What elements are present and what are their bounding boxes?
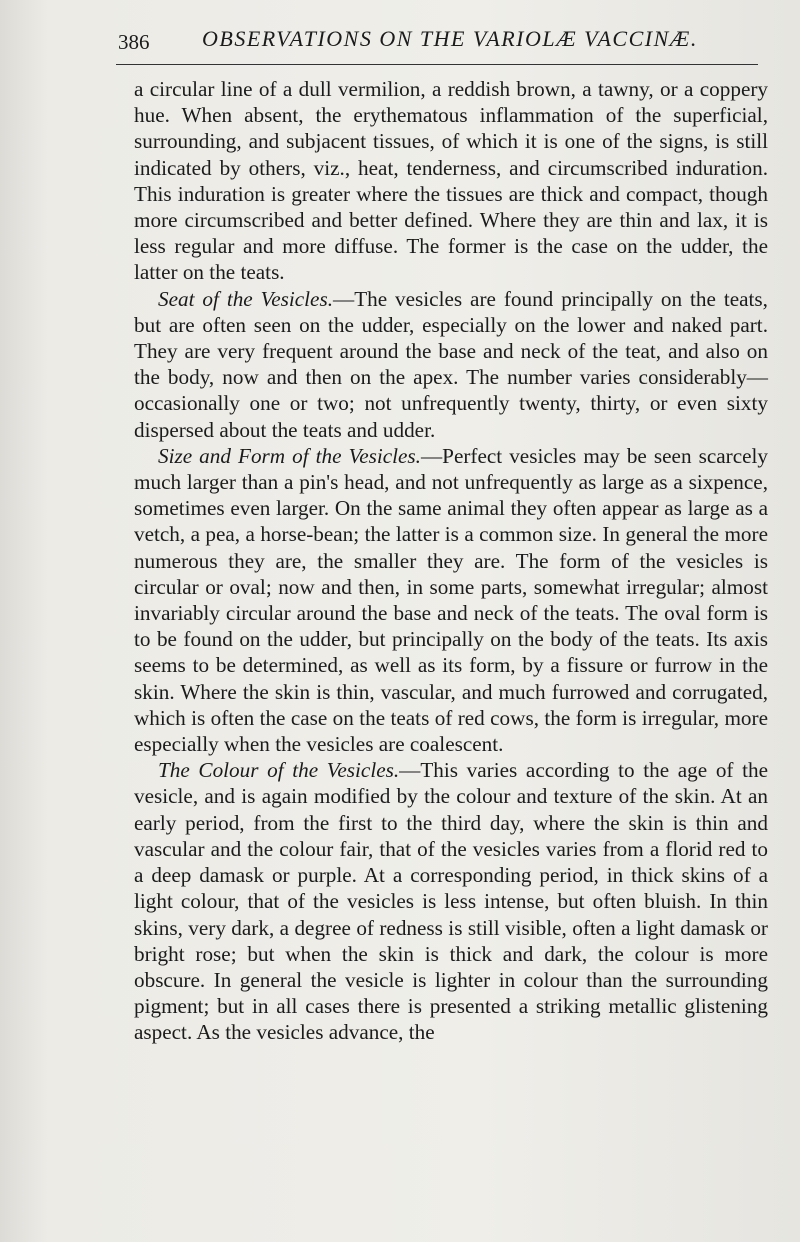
header-rule [116,64,758,65]
paragraph-text: a circular line of a dull vermilion, a reddish brown, a tawny, or a coppery hue. When absent, the erythematous inflammation of the superficial, surrounding, and subjacent tissues, of which it is one of the signs, is still indicated by others, viz., heat, tenderness, and circumscribed induration. This induration is greater where the tissues are thick and compact, though more circumscribed and better defined. Where they are thin and lax, it is less regular and more diffuse. The former is the case on the udder, the latter on the teats. [134,77,768,285]
running-title: OBSERVATIONS ON THE VARIOLÆ VACCINÆ. [202,26,698,51]
body-text [134,76,768,1046]
paragraph-colour [134,757,768,1045]
paragraph-text: —Perfect vesicles may be seen scarcely much larger than a pin's head, and not unfrequently as large as a sixpence, sometimes even larger. On the same animal they often appear as large as a vetch, a pea, a horse-bean; the latter is a common size. In general the more numerous they are, the smaller they are. The form of the vesicles is circular or oval; now and then, in some parts, somewhat irregular; almost invariably circular around the base and neck of the teats. The oval form is to be found on the udder, but principally on the body of the teats. Its axis seems to be determined, as well as its form, by a fissure or furrow in the skin. Where the skin is thin, vascular, and much furrowed and corrugated, which is often the case on the teats of red cows, the form is irregular, more especially when the vesicles are coalescent. [134,443,768,757]
section-heading: Size and Form of the Vesicles. [158,443,421,468]
section-heading: Seat of the Vesicles. [158,286,333,311]
page-number: 386 [118,30,150,54]
paragraph-seat-of-vesicles [134,286,768,443]
paragraph-continuation [134,76,768,286]
section-heading: The Colour of the Vesicles. [158,758,400,783]
paragraph-size-and-form [134,443,768,757]
paragraph-text: —The vesicles are found principally on the teats, but are often seen on the udder, especially on the lower and naked part. They are very frequent around the base and neck of the teat, and also on the body, now and then on the apex. The number varies considerably—occasionally one or two; not unfrequently twenty, thirty, or even sixty dispersed about the teats and udder. [134,286,768,442]
page-header [118,24,758,58]
paragraph-text: —This varies according to the age of the vesicle, and is again modified by the colour and texture of the skin. At an early period, from the first to the third day, where the skin is thin and vascular and the colour fair, that of the vesicles varies from a florid red to a deep damask or purple. At a corresponding period, in thick skins of a light colour, that of the vesicles is less intense, but often bluish. In thin skins, very dark, a degree of redness is still visible, often a light damask or bright rose; but when the skin is thick and dark, the colour is more obscure. In general the vesicle is lighter in colour than the surrounding pigment; but in all cases there is presented a striking metallic glistening aspect. As the vesicles advance, the [134,758,768,1045]
